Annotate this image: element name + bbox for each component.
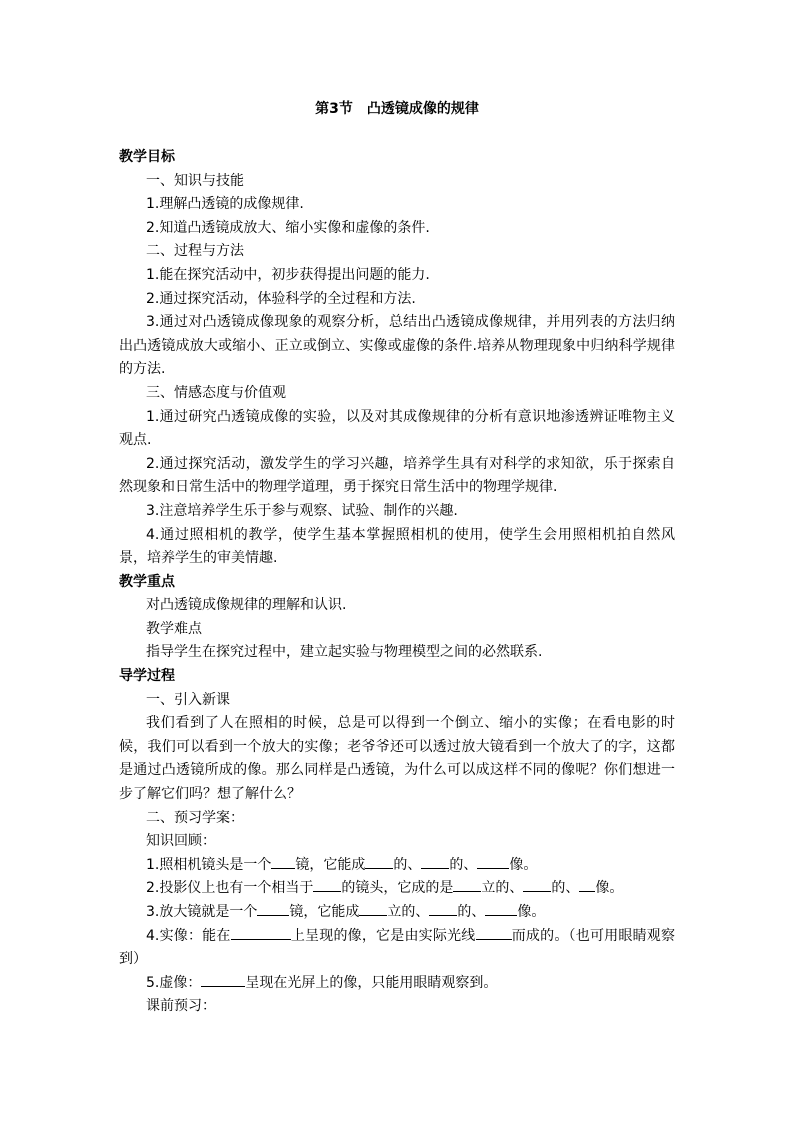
question-text: 像。: [517, 904, 546, 920]
question-text: 上呈现的像，它是由实际光线: [290, 927, 476, 944]
blank-field: [257, 901, 289, 916]
blank-field: [485, 901, 517, 916]
blank-field: [476, 925, 512, 940]
question-text: 像。: [509, 856, 538, 873]
question-text: 镜，它能成: [289, 904, 360, 920]
blank-field: [421, 854, 449, 869]
question-text: 1.照相机镜头是一个: [146, 856, 272, 873]
emotion-values-heading: 三、情感态度与价值观: [146, 384, 286, 401]
process-item-3: 3.通过对凸透镜成像现象的观察分析，总结出凸透镜成像规律，并用列表的方法归纳出凸透镜成放大或缩小、正立或倒立、实像或虚像的条件.培养从物理现象中归纳科学规律的方法.: [119, 314, 675, 378]
teaching-goals-heading: 教学目标: [119, 149, 175, 165]
document-body: [119, 146, 675, 1019]
process-item-1: 1.能在探究活动中，初步获得提出问题的能力.: [146, 266, 430, 283]
question-1: [119, 854, 675, 878]
question-text: 立的、: [481, 880, 524, 897]
blank-field: [271, 854, 295, 869]
preview-heading: 二、预习学案：: [146, 809, 244, 826]
question-text: 的镜头，它成的是: [341, 880, 454, 897]
blank-field: [231, 925, 291, 940]
blank-field: [429, 901, 457, 916]
pre-class-preview-heading: 课前预习：: [146, 998, 216, 1015]
question-text: 的、: [393, 856, 422, 873]
question-text: 3.放大镜就是一个: [146, 904, 258, 920]
question-text: 的、: [449, 856, 478, 873]
guided-process-heading: 导学过程: [119, 668, 175, 685]
emotion-item-4: 4.通过照相机的教学，使学生基本掌握照相机的使用，使学生会用照相机拍自然风景，培养学生的审美情趣.: [119, 526, 675, 567]
emotion-item-1: 1.通过研究凸透镜成像的实验，以及对其成像规律的分析有意识地渗透辨证唯物主义观点.: [119, 408, 675, 449]
review-heading: 知识回顾：: [146, 833, 216, 850]
key-points-heading: 教学重点: [119, 573, 175, 590]
blank-field: [365, 854, 393, 869]
difficulty-heading: 教学难点: [146, 620, 202, 637]
emotion-item-2: 2.通过探究活动，激发学生的学习兴趣，培养学生具有对科学的求知欲，乐于探索自然现象和日常生活中的物理学道理，勇于探究日常生活中的物理学规律.: [119, 455, 675, 496]
question-text: 立的、: [387, 904, 430, 920]
question-text: 而成的。（也可用眼睛观察到）: [119, 927, 676, 968]
difficulty-text: 指导学生在探究过程中，建立起实验与物理模型之间的必然联系.: [146, 644, 543, 661]
question-text: 4.实像：能在: [146, 927, 231, 944]
question-5: [119, 972, 675, 996]
knowledge-skills-heading: 一、知识与技能: [146, 172, 244, 189]
question-text: 镜，它能成: [295, 856, 366, 873]
blank-field: [201, 972, 245, 987]
blank-field: [453, 877, 481, 892]
emotion-item-3: 3.注意培养学生乐于参与观察、试验、制作的兴趣.: [146, 502, 458, 519]
intro-heading: 一、引入新课: [146, 691, 230, 708]
question-text: 像。: [595, 880, 624, 897]
blank-field: [313, 877, 341, 892]
question-text: 呈现在光屏上的像，只能用眼睛观察到。: [245, 974, 498, 991]
question-text: 的、: [457, 904, 486, 920]
question-2: [119, 877, 675, 901]
blank-field: [523, 877, 551, 892]
question-text: 的、: [551, 880, 580, 897]
blank-field: [359, 901, 387, 916]
blank-field: [579, 877, 595, 892]
intro-text: 我们看到了人在照相的时候，总是可以得到一个倒立、缩小的实像；在看电影的时候，我们可以看到一个放大的实像；老爷爷还可以透过放大镜看到一个放大了的字，这都是通过凸透镜所成的像。那么同样是凸透镜，为什么可以成这样不同的像呢？你们想进一步了解它们吗？想了解什么？: [119, 715, 675, 803]
question-4: [119, 925, 675, 972]
key-points-text: 对凸透镜成像规律的理解和认识.: [146, 597, 347, 614]
process-item-2: 2.通过探究活动，体验科学的全过程和方法.: [146, 290, 416, 307]
blank-field: [477, 854, 509, 869]
question-text: 5.虚像：: [146, 974, 202, 991]
question-3: [119, 901, 675, 925]
document-title: 第3节 凸透镜成像的规律: [315, 101, 479, 117]
knowledge-item-2: 2.知道凸透镜成放大、缩小实像和虚像的条件.: [146, 219, 430, 236]
question-text: 2.投影仪上也有一个相当于: [146, 880, 314, 897]
knowledge-item-1: 1.理解凸透镜的成像规律.: [146, 196, 304, 213]
process-methods-heading: 二、过程与方法: [146, 243, 244, 260]
